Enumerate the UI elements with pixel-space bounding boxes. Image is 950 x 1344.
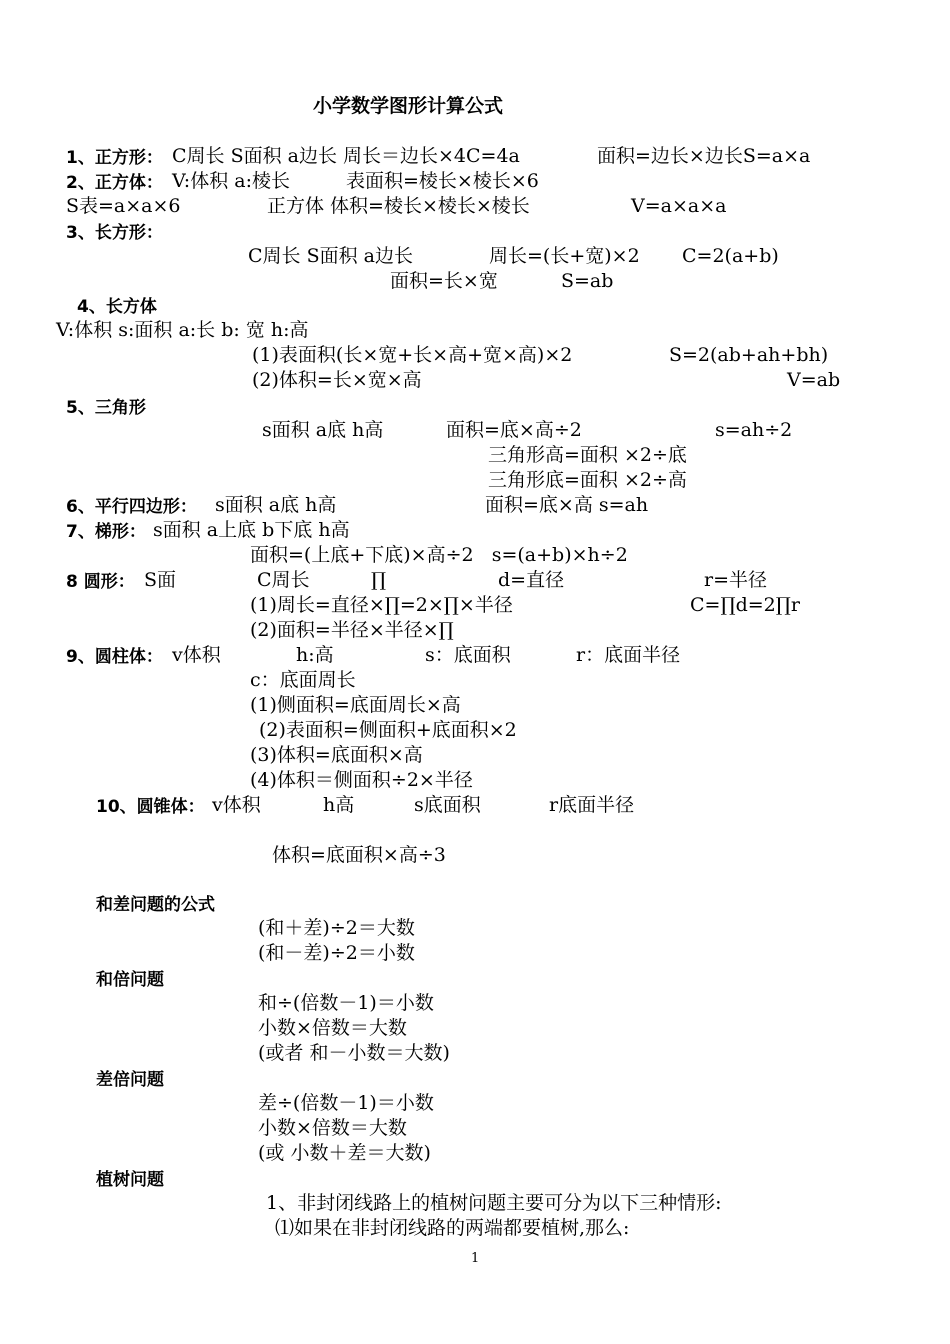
heading-parallelogram: 6、平行四边形：	[66, 497, 197, 517]
cylinder-lateral-area-formula: (1)侧面积=底面周长×高	[250, 694, 461, 716]
triangle-terms: s面积 a底 h高	[262, 419, 384, 441]
difference-multiple-alt: (或 小数＋差＝大数)	[258, 1142, 431, 1164]
triangle-area-symbolic: s=ah÷2	[715, 419, 793, 441]
heading-rectangle: 3、长方形：	[66, 223, 163, 243]
parallelogram-terms: s面积 a底 h高	[215, 494, 337, 516]
heading-cuboid: 4、长方体	[77, 297, 157, 317]
cuboid-surface-formula: (1)表面积(长×宽+长×高+宽×高)×2	[252, 344, 573, 366]
heading-circle: 8 圆形：	[66, 572, 135, 592]
rectangle-area-formula: 面积=长×宽	[390, 270, 498, 292]
cylinder-term-base-area: s：底面积	[425, 644, 511, 666]
rectangle-area-symbolic: S=ab	[561, 270, 614, 292]
cylinder-surface-formula: (2)表面积=侧面积+底面积×2	[259, 719, 517, 741]
cylinder-term-height: h:高	[296, 644, 334, 666]
cube-volume-symbolic: V=a×a×a	[631, 195, 727, 217]
rectangle-perimeter-symbolic: C=2(a+b)	[682, 245, 779, 267]
sum-difference-large: (和＋差)÷2＝大数	[258, 917, 415, 939]
heading-difference-multiple: 差倍问题	[96, 1070, 164, 1090]
cylinder-term-radius: r：底面半径	[576, 644, 681, 666]
parallelogram-area-formula: 面积=底×高 s=ah	[485, 494, 649, 516]
cone-term-height: h高	[323, 794, 355, 816]
heading-tree-planting: 植树问题	[96, 1170, 164, 1190]
difference-multiple-large: 小数×倍数＝大数	[258, 1117, 407, 1139]
heading-sum-difference: 和差问题的公式	[96, 895, 215, 915]
sum-difference-small: (和－差)÷2＝小数	[258, 942, 415, 964]
circle-term-perimeter: C周长	[257, 569, 310, 591]
cylinder-term-volume: v体积	[172, 644, 221, 666]
cuboid-volume-symbolic: V=ab	[787, 369, 841, 391]
cone-term-base-area: s底面积	[414, 794, 481, 816]
cone-volume-formula: 体积=底面积×高÷3	[272, 844, 446, 866]
heading-cube: 2、正方体：	[66, 173, 163, 193]
cube-surface-formula: 表面积=棱长×棱长×6	[346, 170, 539, 192]
cylinder-volume-formula: (3)体积=底面积×高	[250, 744, 423, 766]
heading-trapezoid: 7、梯形：	[66, 522, 146, 542]
rectangle-perimeter-formula: 周长=(长+宽)×2	[489, 245, 640, 267]
cube-terms: V:体积 a:棱长	[172, 170, 290, 192]
cylinder-term-circumference: c：底面周长	[250, 669, 356, 691]
page-number: 1	[471, 1251, 480, 1266]
triangle-base-formula: 三角形底=面积 ×2÷高	[488, 469, 687, 491]
circle-term-radius: r=半径	[704, 569, 768, 591]
circle-perimeter-symbolic: C=∏d=2∏r	[690, 594, 800, 616]
square-area-formula: 面积=边长×边长S=a×a	[597, 145, 811, 167]
heading-triangle: 5、三角形	[66, 398, 146, 418]
cube-volume-formula: 正方体 体积=棱长×棱长×棱长	[267, 195, 530, 217]
cone-term-radius: r底面半径	[549, 794, 635, 816]
cuboid-surface-symbolic: S=2(ab+ah+bh)	[669, 344, 829, 366]
cylinder-volume-formula-alt: (4)体积＝侧面积÷2×半径	[250, 769, 473, 791]
cuboid-volume-formula: (2)体积=长×宽×高	[252, 369, 422, 391]
rectangle-terms: C周长 S面积 a边长	[248, 245, 413, 267]
cone-term-volume: v体积	[212, 794, 261, 816]
sum-multiple-large: 小数×倍数＝大数	[258, 1017, 407, 1039]
triangle-height-formula: 三角形高=面积 ×2÷底	[488, 444, 687, 466]
page-title: 小学数学图形计算公式	[313, 95, 504, 117]
square-terms: C周长 S面积 a边长 周长＝边长×4C=4a	[172, 145, 520, 167]
sum-multiple-small: 和÷(倍数－1)＝小数	[258, 992, 434, 1014]
heading-cone: 10、圆锥体：	[96, 797, 205, 817]
circle-term-area: S面	[144, 569, 177, 591]
cube-surface-symbolic: S表=a×a×6	[66, 195, 181, 217]
circle-perimeter-formula: (1)周长=直径×∏=2×∏×半径	[250, 594, 513, 616]
circle-term-diameter: d=直径	[498, 569, 565, 591]
cuboid-terms: V:体积 s:面积 a:长 b: 宽 h:高	[56, 319, 309, 341]
circle-term-pi: ∏	[371, 569, 387, 591]
trapezoid-terms: s面积 a上底 b下底 h高	[153, 519, 350, 541]
tree-planting-intro: 1、非封闭线路上的植树问题主要可分为以下三种情形:	[266, 1192, 722, 1214]
heading-cylinder: 9、圆柱体：	[66, 647, 163, 667]
triangle-area-formula: 面积=底×高÷2	[446, 419, 582, 441]
trapezoid-area-formula: 面积=(上底+下底)×高÷2 s=(a+b)×h÷2	[250, 544, 628, 566]
heading-sum-multiple: 和倍问题	[96, 970, 164, 990]
circle-area-formula: (2)面积=半径×半径×∏	[250, 619, 454, 641]
tree-planting-case-1: ⑴如果在非封闭线路的两端都要植树,那么:	[275, 1217, 630, 1239]
difference-multiple-small: 差÷(倍数－1)＝小数	[258, 1092, 434, 1114]
sum-multiple-alt: (或者 和－小数＝大数)	[258, 1042, 450, 1064]
heading-square: 1、正方形：	[66, 148, 163, 168]
